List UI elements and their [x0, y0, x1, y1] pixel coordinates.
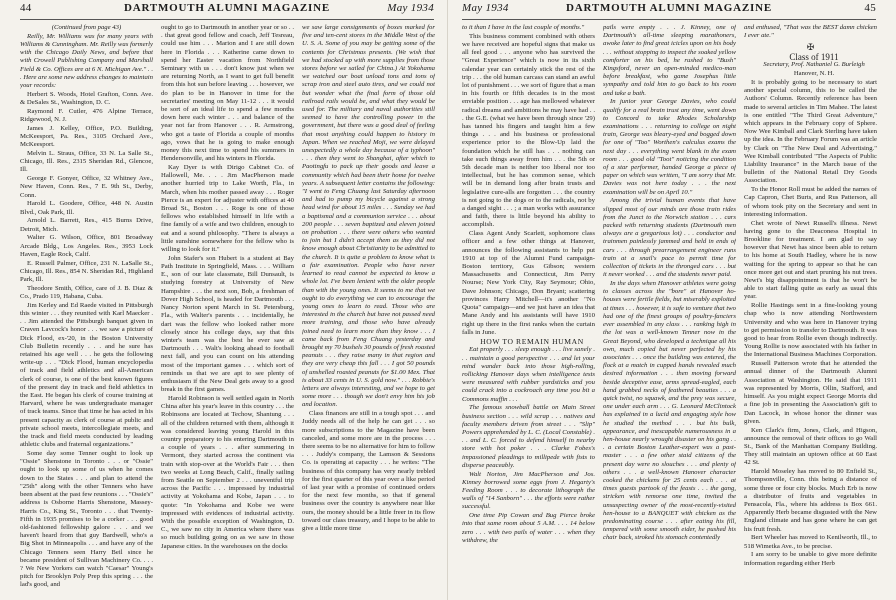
paragraph: Chet wrote of Newt Russell's illness. Newt having gone to the Deaconess Hospital in Brookline for treatment. I am glad to say however that Newt has since been able to return to his home at South Hadley, where he is now waiting for the spring to appear so that he can once more get out and start pruning his nut trees. Newt's big disappointment is that he won't be able to start falling quite as early as usual this year.: [744, 219, 877, 301]
address-entry: Arnold L. Barrett, Res., 415 Burns Drive, Detroit, Mich.: [20, 217, 153, 233]
paragraph: Harold Robinson is well settled again in North China after his year's leave in this country . . . the Robinsons are located at Techow, Shantung . . . all of the children returned with them, although it was considered leaving young Harold in this country preparatory to his entering Dartmouth in a couple of years . . . after summering in Vermont, they started across the continent via train with stop-over at the World's Fair . . . then two weeks at Long Beach, Calif., finally sailing from Seattle on September 2 . . . uneventful trip across the Pacific . . . impressed by industrial activity at Yokohama and Kobe, Japan . . . to quote: "In Yokohama and Kobe we were impressed with evidences of industrial activity. With the possible exception of Washington, D. C., we saw no city in America where there was so much building going on as we saw in those Japanese cities. In the warehouses on the docks: [161, 394, 294, 550]
left-column-1: [20, 24, 153, 596]
paragraph: To the Honor Roll must be added the names of Cap Capron, Chet Burts, and Rus Patterson, all of whom took pity on the Secretary and sent in interesting information.: [744, 186, 877, 218]
continued-note: (Continued from page 43): [51, 24, 122, 31]
address-entry: Raymond F. Cutler, 476 Alpine Terrace, Ridgewood, N. J.: [20, 107, 153, 124]
paragraph: Among the trivial human events that have slipped most of our minds are those train rides from the Junct to the Norwich station . . . cars packed with returning students (Dartmouth men always are a gregarious lot) . . . conductor and trainmen painlessly jammed and held in ends of cars . . . through prearrangement engineer runs train at a snail's pace to permit time for collection of tickets in the thronged cars . . . but it never worked . . . and the students never paid.: [603, 197, 736, 279]
paragraph: The famous snowball battle on Main Street business section . . . wild scrap . . . natives and faculty members driven from street . . . "Slip" Powers apprehended by L. C. (Local Constable) . . . and L. C. forced to defend himself in nearby store with hot poker . . . Clarke Fobes's impassioned pleadings to millipede with fists to disperse peaceably.: [462, 404, 595, 469]
class-heading: Class of 1911: [789, 51, 839, 62]
paragraph: Some day some Tenner ought to look up "Ossie" Shenstone in Toronto . . . or "Ossie" ought to look up some of us when he comes down to the States . . . and plan to attend the "25th" along with the other Tenners who have been absent at the past few reunions . . . "Ossie's" address is Osborne Harris Shenstone, Massey-Harris Co., King St., Toronto . . . that Twenty-Fifth in 1935 promises to be a corker . . . good old-fashioned fellowship galore . . . and we haven't heard from that guy Bardwell, who's a Big Shot in Minneapolis . . . and have any of the Chicago Tenners seen Harry Beil since he became president of Sullivan Machinery Co. . . . ? We New Yorkers can watch "Caesar" Young's pitch for Brooklyn Poly Prep this spring . . . the lad's good, and: [20, 450, 153, 589]
paragraph: In junior year George Davies, who could qualify for a real brain trust any time, went down to Concord to take Rhodes Scholarship examinations . . . returning to college on night train, George was bleary-eyed and bogged down for one of "Too" Worthen's calculus exams the next day . . . everything went blank in the exam room . . . good old "Toot" noticing the condition of a star performer, handed George a piece of paper on which was written, "I am sorry that Mr. Davies was not here today . . . the next examination will be on April 10.": [603, 98, 736, 196]
paragraph: Jim Kerley and Ed Raede visited in Pittsburgh this winter . . . they reunited with Karl Maecker . . . Jim attended the Pittsburgh banquet given in Craven Lavcock's honor . . . we saw a picture of Dick Flood, ex-'20, in the Boston University Club Bulletin recently . . . and he sure has retained his age well . . . he gets the following write-up . . . "Dick Flood, human encyclopedia of track and field athletics and all-American clerk of course, is one of the best known figures of the present day in track and field athletics in the East. He began his clerk of course training at Harvard, where he was undergraduate manager of track teams. Since that time he has acted in his present capacity as clerk of course at public and private school meets, intercollegiate meets, and the track and field meets conducted by leading athletic clubs and fraternal organizations.": [20, 301, 153, 449]
paragraph: and enthused, "That was the BEST damn chicken I ever ate.": [744, 24, 877, 40]
paragraph: Bert Wheeler has moved to Kenilworth, Ill., to 518 Wimetka Ave., to be precise.: [744, 534, 877, 550]
paragraph: we saw large consignments of boxes marked for five and ten-cent stores in the Middle West of the U. S. A. Some of you may be getting some of the contents for Christmas presents. (We wish that we had stocked up with more supplies from those stores before we sailed for China.) At Yokohama we watched our boat unload tons and tons of scrap iron and steel auto tires, and we could not but wonder what the final form of those old railroad rails would be, and what they would be used for. The military and naval authorities still seemed to have the controlling power in the government, but there was a good deal of feeling that most anything could happen to history in Japan. When we reached Moji, we were delayed unexpectedly a whole day because of a typhoon" . . . then they went to Shanghai, after which to Paotingfu to pack up their goods and leave a community which had been their home for twelve years. A subsequent letter contains the following: "I went to Feng Chuang last Saturday afternoon and had to pump my bicycle against a strong head wind for about 15 miles . . . Sunday we had a baptismal and a communion service . . . about 200 people . . . seven baptized and eleven joined on probation . . . there were others who wanted to join but I didn't accept them as they did not know enough about Christianity to be admitted to the church. It is quite a problem to know what is a fair examination. People who have never learned to read cannot be expected to know a whole lot. I've been lenient with the older people than with the young ones. It seems to me that we ought to do everything we can to encourage the young ones to learn to read. Those who are interested in the church but have not passed need more training, and those who have already joined need to learn more than they know . . . I came back from Feng Chuang yesterday and brought my 70 bushels 30 pounds of fresh roasted peanuts . . . they raise many in that region and they are very cheap this fall . . . I got 50 pounds of unshelled roasted peanuts for $1.00 Mex. That is about 33 cents in U. S. gold now." . . . Robbie's letters are always interesting, and we hope to get some more . . . though we don't envy him his job and location.: [302, 24, 435, 409]
right-header-rule: [462, 19, 876, 20]
left-page-number: 44: [20, 2, 32, 14]
paragraph: Rollie Hastings sent in a fine-looking young chap who is now attending Northwestern University and who was here in Hanover trying to get permission to transfer to Dartmouth. It was good to hear from Rollie even though indirectly. Young Rollie is now associated with his father in the International Business Machines Corporation.: [744, 302, 877, 359]
right-column-1: [462, 24, 595, 596]
right-page-number: 45: [864, 2, 876, 14]
paragraph: In the days when Hanover athletes were going to classes across the "bore" at Hanover ho-houses were fertile fields, but miserably exploited at times . . . however, it is safe to venture that two had one of the finest groups of poultry-fanciers ever assembled in any class . . . ranking high in the lot was a well-known Tenner now in the Great Beyond, who developed a technique all his own, much copied but never perfected by his associates . . . once the building was entered, the flock at a match in cupped hands revealed much desired information . . . then moving forward beside deceptive ease, arms spread-eagled, each hand grabbed necks of feathered beauties . . . a quick twist, no squawk, and the prey was secure, one under each arm . . . G. Leonard McClintock has explained in a lucid and engaging style how he studied the method . . . but his bulk, appearance, and inescapable numerousness in a hen-house nearly wrought disaster on his gang . . . a certain Boston Leather-expert was a past-master . . . a few other staid citizens of the present day were no slouches . . . and plenty of others . . . a well-known Hanover character cooked the chickens for 25 cents each . . . at times guests partook of the feasts . . . the gang, stricken with remorse one time, invited the unsuspecting owner of the most-recently-visited hen-house to a BANQUET with chicken as the predominating course . . . after eating his fill, tempered with some smooth eider, he pushed his chair back, stroked his stomach contentedly: [603, 280, 736, 542]
address-entry: Melvin L. Straus, Office, 33 N. La Salle St., Chicago, Ill. Res., 2315 Sheridan Rd., Glencoe, Ill.: [20, 150, 153, 174]
left-page-header: [20, 2, 434, 18]
address-entry: Walter G. Wilson, Office, 801 Broadway Arcade Bldg., Los Angeles. Res., 3953 Lock Haven, Eagle Rock, Calif.: [20, 234, 153, 258]
section-heading: HOW TO REMAIN HUMAN: [480, 336, 584, 346]
right-running-title: DARTMOUTH ALUMNI MAGAZINE: [565, 2, 772, 14]
address-entry: E. Russell Palmer, Office, 231 N. LaSalle St., Chicago, Ill. Res., 854 N. Sheridan Rd., Highland Park, Ill.: [20, 259, 153, 284]
secretary-address: Hanover, N. H.: [793, 70, 835, 78]
left-column-2: [161, 24, 294, 596]
left-issue-date: May 1934: [387, 2, 434, 14]
right-column-2: [603, 24, 736, 596]
left-column-3: [302, 24, 435, 596]
paragraph: to it than I have in the last couple of months.": [462, 24, 585, 31]
paragraph: This business comment combined with others we have received are hopeful signs that make us all feel good . . . anyone who has survived the "Great Experience" which is now in its sixth calendar year can certainly stick the rest of the trip . . . the old human carcass can stand an awful lot of punishment . . . we sort of figure that a man in his fourth or fifth decades is in the most enviable position . . . age has mellowed whatever radical dreams and ambitions he may have had . . . the G.E. (what we have been through since '29) has tanned his fingers and taught him a few things . . . and his business or professional experience prior to the Blow-Up laid the foundation which he still has . . . nothing can take such things away from him . . . the 5th or 5th decade man is neither too liberal nor too intellectual, but he has common sense, which will be in demand long after brain trusts and legislative cure-alls are forgotten . . . the country is not going to the dogs or to the radicals, not by a danged sight . . . ; a man works with assurance and faith, there is little beyond his ability to accomplish.: [462, 32, 595, 229]
paragraph: Kay Dyer is with Dirigo Cabinet Co. of Hallowell, Me. . . . Jim MacPherson made another hurried trip to Lake Worth, Fla., in March, when his mother passed away . . . Roger Pierce is an expert for adjuster with offices at 40 Broad St., Boston . . . Roge is one of those fellows who established himself in life with a fine family of a wife and two children, enough to eat and a sound philosophy. "There is always a little sunshine somewhere for the fellow who is willing to look for it.": [161, 164, 294, 254]
right-column-3: [744, 24, 877, 596]
right-page-header: [462, 2, 876, 18]
right-issue-date: May 1934: [462, 2, 509, 14]
paragraph: One time Pip Cowan and Bug Pierce broke into that same room about 5 A.M. . . . 14 below zero . . . with two pails of water . . . when they withdrew, the: [462, 512, 595, 544]
paragraph: I am sorry to be unable to give more definite information regarding either Herb: [744, 551, 877, 567]
ornament-divider-icon: ✠: [806, 42, 815, 53]
address-entry: Theodore Smith, Office, care of J. B. Diaz & Co., Prado 119, Habana, Cuba.: [20, 284, 153, 301]
paragraph: Reilly, Mr. Williams was for many years with Williams & Cunningham. Mr. Reilly was formerly with the Chicago Daily News, and before that with Crowell Publishing Company and Marshall Field & Co. Offices are at 6 N. Michigan Ave." . . . Here are some new address changes to maintain your records:: [20, 32, 153, 90]
paragraph: ought to go to Dartmouth in another year or so . . . that great good fellow and coach, Jeff Tesreau, could use him . . . Marion and I are still down here in Florida . . . Katherine came down to spend her Easter vacation from Northfield Seminary with us . . . don't know just when we are returning North, as I want to get full benefit from this hot sun before leaving . . . however, we do plan to be in Hanover in time for the secretaries' meeting on May 11-12 . . . it would be sort of an ideal life to spend a few months down here each winter . . . and balance of the year not far from Hanover . . . R. Armstrong, who got a taste of Florida a couple of months ago, vows that he is going to make enough money this next time to spend his summers in Hendersonville, and his winters in Florida.: [161, 24, 294, 163]
paragraph: Class finances are still in a tough spot . . . and Juddy needs all of the help he can get . . . so more subscriptions to the Magazine have been canceled, and some more are in the process . . . there seems to be no alternative for him to follow . . . Juddy's company, the Lamson & Sessions Co. is operating at capacity . . . he writes: "The business of this company has very nearly trebled for the first quarter of this year over a like period of last year with a promise of continued orders for the next few months, so that if general business over the country is anywhere near like ours, the money should be a little freer in its flow toward our class treasury, and I hope to be able to give a little more time: [302, 410, 435, 532]
left-header-rule: [20, 19, 434, 20]
paragraph: Russell Patterson wrote that he attended the annual dinner of the Dartmouth Alumni Association at Washington. He said that 1911 was represented by Morris, Ollin, Stafford, and himself. As you might expect George Morris did a fine job in presenting the Association's gift to Dan Lacock, in whose honor the dinner was given.: [744, 360, 877, 425]
paragraph: Ken Clark's firm, Jones, Clark, and Higson, announce the removal of their offices to go Wall St., Bank of the Manhattan Company Building. They still maintain an uptown office at 60 East 42 St.: [744, 426, 877, 467]
address-entry: Harold L. Goodere, Office, 448 N. Austin Blvd., Oak Park, Ill.: [20, 200, 153, 216]
address-entry: George F. Gonyer, Office, 32 Whitney Ave., New Haven, Conn. Res., 7 E. 9th St., Derby, Conn.: [20, 175, 153, 199]
right-page: [448, 0, 896, 600]
secretary-line: Secretary, Prof. Nathaniel G. Burleigh: [763, 61, 865, 69]
paragraph: John Stafer's son Hubert is a student at Bay Path Institute in Springfield, Mass. . . . William E., son of our late classmate, Bill Dunsault, is studying forestry at University of New Hampshire . . . the next son, Bob, a freshman of Dover High School, is headed for Dartmouth . . . Nancy Norton spent March in St. Petersburg, Fla., with Walter's parents . . . incidentally, he dart was the fellow who looked rather more closely since his college days, say that this winter's team was the best he ever saw at Dartmouth . . . Walt's looking ahead to football next fall, and you can count on his attending most of the important games . . . which sort of reminds us that we are apt to see plenty of enthusiasm if the New Deal gets away to a good break in the first games.: [161, 254, 294, 394]
paragraph: pails were empty . . . J. Kinney, one of Dartmouth's all-time sleeping marathoners, awoke later to find great icicles upon on his body . . . without stopping to inspect the soaked yellow comforter on his bed, he rushed to "Bush" Kingsford, never an open-minded medico-man before breakfast, who game Josephus little sympathy and told him to go back to his room and take a bath.: [603, 24, 736, 97]
paragraph: Walt Norton, Jim MacPherson and Jos. Kinney borrowed some eggs from J. Hegarty's Feeding Room . . . to decorate lithograph the walls of "14 Sanborn" . . . the efforts were rather successful.: [462, 470, 595, 511]
paragraph: Class Agent Andy Scarlett, sophomore class officer and a few other things at Hanover, announces the following assistants to help put 1910 at top of the Alumni Fund campaign-Boston territory, Gus Gibson; western Massachusetts and Connecticut, Jim Perry Nourse; New York City, Ray Seymour; Ohio, Dave Johnson; Chicago, Don Bryant; scattering provinces Harry Mitchell—it's another "No Quota" campaign—and we just have an idea that Mane Andy and his assistants will have 1910 right up there in the first ranks when the curtain falls in June.: [462, 230, 595, 336]
paragraph: It is probably going to be necessary to start another special column, this to be called the Authors' Column. Recently reference has been made to several articles in Tim Mahee. The latest is one entitled "The Third Great Adventure," which appears in the February copy of Sphere. Now Wee Kimball and Clark Sterling have taken up the idea. In the February Forum was an article by Clark on "The New Deal and Advertising." Wee Kimball contributed "The Aspects of Public Liability Insurance" in the March issue of the bulletin of the National Retail Dry Goods Association.: [744, 79, 877, 185]
address-entry: Herbert S. Woods, Hotel Grafton, Conn. Ave. & DeSales St., Washington, D. C.: [20, 90, 153, 107]
left-running-title: DARTMOUTH ALUMNI MAGAZINE: [123, 2, 330, 14]
paragraph: Eat properly . . . sleep enough . . . live sanely . . . maintain a good perspective . . . and let your mind wander back into those high-rolling, rollicking Hanover days when intelligence tests were measured with rubber yardsticks and you could crack into a cockroach any time you bit a Commons muffin . . .: [462, 346, 595, 403]
paragraph: Harold Moseley has moved to 80 Enfield St., Thompsonville, Conn. this being a distance of some three or four city blocks. Much Erb is now a distributor of fruits and vegetables in Pensacola, Fla., where his address is Box 661. Apparently Herb became disgusted with the New England climate and has gone where he can get his fruit fresh.: [744, 468, 877, 533]
address-entry: James J. Kelley, Office, P.O. Building, McKeesport, Pa. Res., 3105 Orchard Ave., McKeesport.: [20, 124, 153, 149]
